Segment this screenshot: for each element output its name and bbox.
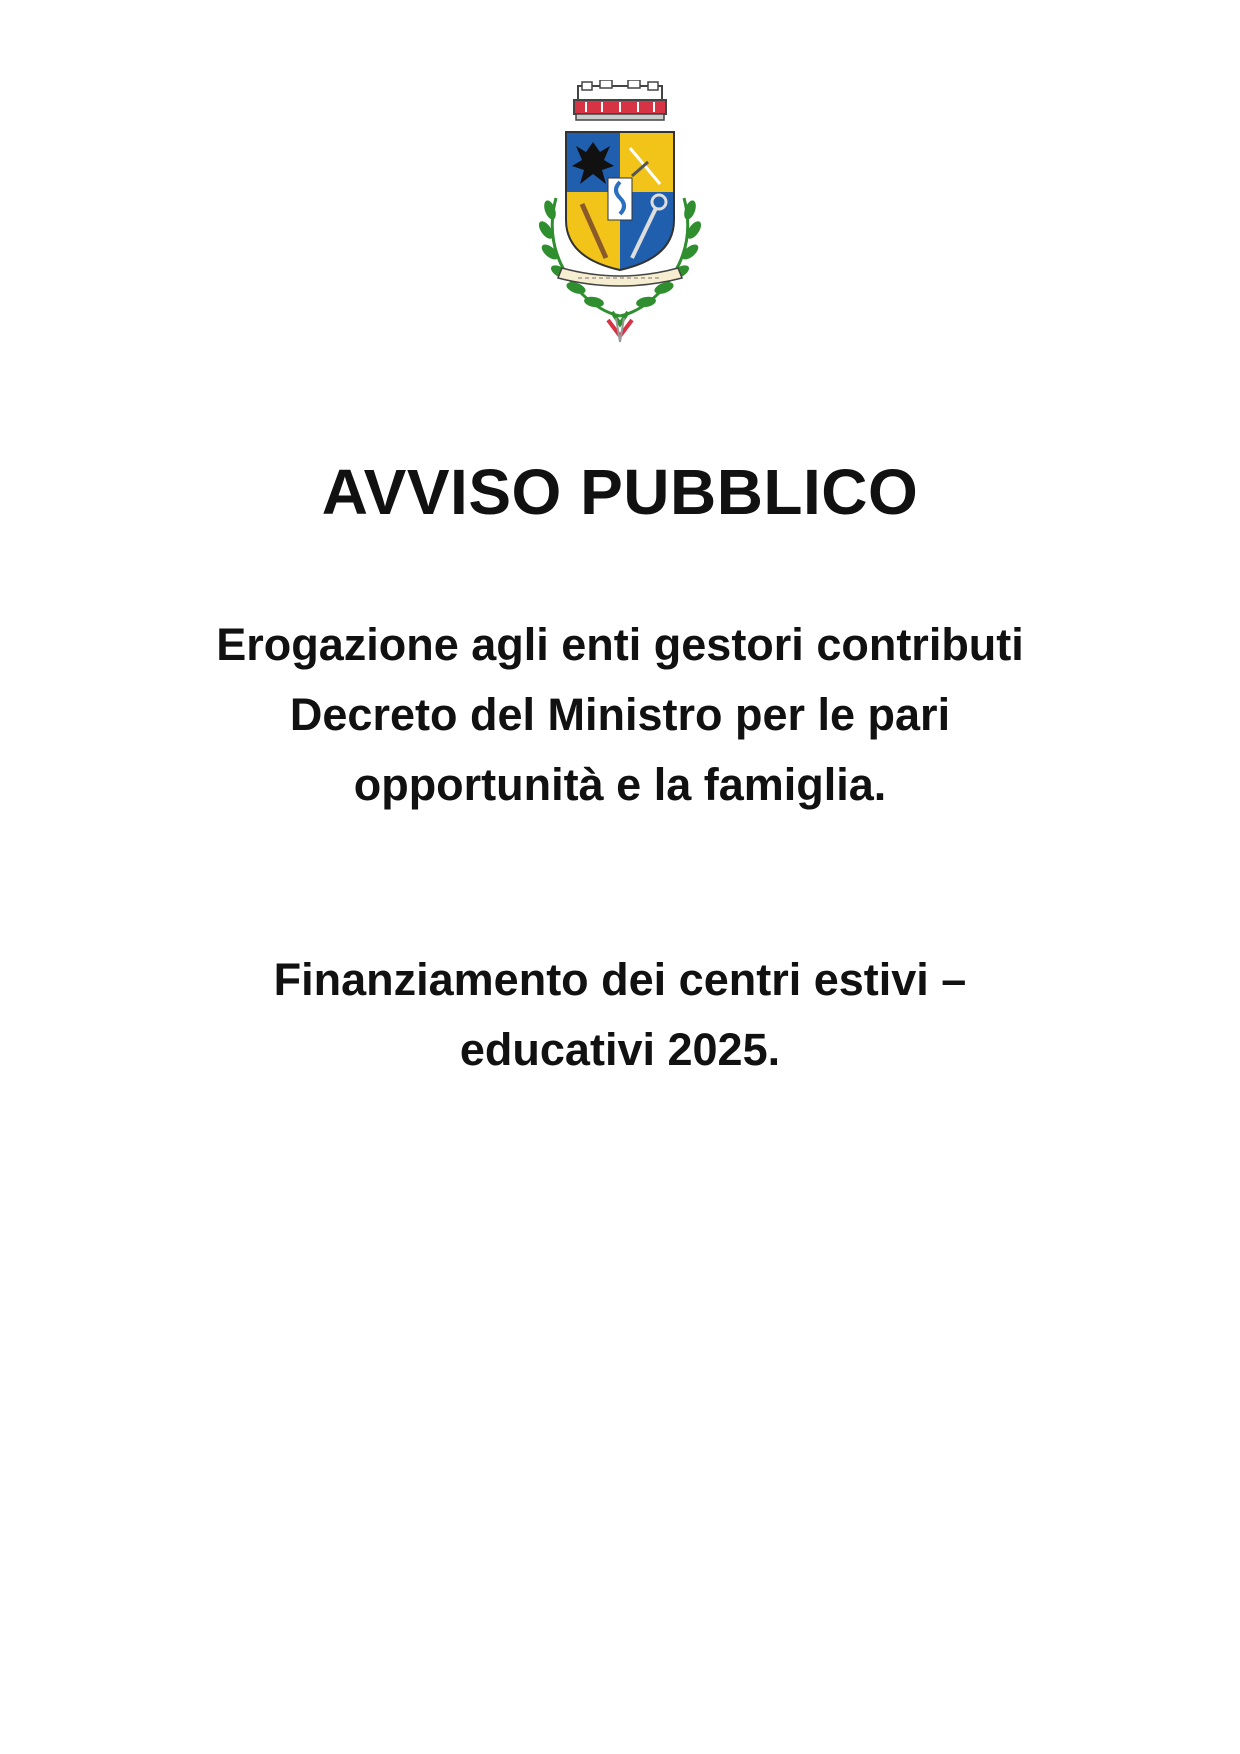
coat-of-arms-icon <box>520 80 720 350</box>
mural-crown-icon <box>574 80 666 120</box>
shield-icon <box>566 132 674 272</box>
notice-subject-line: Decreto del Ministro per le pari <box>289 689 951 740</box>
notice-subject <box>120 610 1120 820</box>
notice-subject-line: Erogazione agli enti gestori contributi <box>216 619 1024 670</box>
notice-funding-line: Finanziamento dei centri estivi – <box>273 954 967 1005</box>
notice-funding <box>120 945 1120 1085</box>
notice-title: AVVISO PUBBLICO <box>321 456 919 528</box>
notice-subject-line: opportunità e la famiglia. <box>353 759 887 810</box>
notice-funding-line: educativi 2025. <box>459 1024 781 1075</box>
tricolor-bow-icon <box>608 312 632 342</box>
coat-of-arms-logo <box>520 80 720 350</box>
